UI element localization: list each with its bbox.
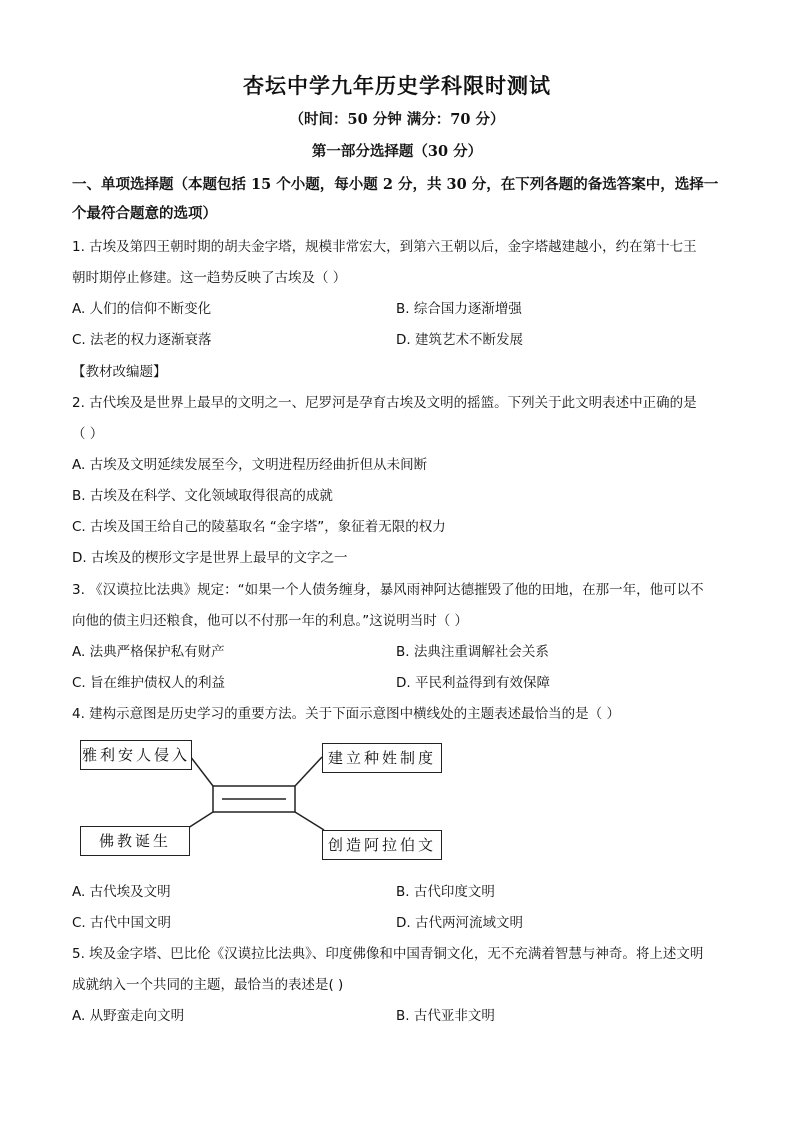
connector-bottom-left [188, 812, 213, 828]
q1-option-b[interactable]: B. 综合国力逐渐增强 [396, 301, 522, 317]
q1-option-d[interactable]: D. 建筑艺术不断发展 [396, 332, 523, 348]
part-heading: 第一部分选择题（30 分） [311, 143, 483, 160]
exam-title: 杏坛中学九年历史学科限时测试 [243, 73, 551, 98]
q5-stem-line-2: 成就纳入一个共同的主题，最恰当的表述是( ) [72, 977, 344, 993]
exam-subtitle: （时间：50 分钟 满分：70 分） [289, 111, 505, 128]
diagram-box-top-right: 建立种姓制度 [322, 743, 442, 773]
q3-stem-line-1: 3. 《汉谟拉比法典》规定：“如果一个人债务缠身，暴风雨神阿达德摧毁了他的田地，在那一年，他可以不 [72, 582, 704, 598]
q1-option-c[interactable]: C. 法老的权力逐渐衰落 [72, 332, 212, 348]
concept-diagram [72, 732, 452, 864]
q2-option-a[interactable]: A. 古埃及文明延续发展至今，文明进程历经曲折但从未间断 [72, 457, 428, 473]
q2-option-d[interactable]: D. 古埃及的楔形文字是世界上最早的文字之一 [72, 550, 348, 566]
q4-option-c[interactable]: C. 古代中国文明 [72, 915, 172, 931]
q1-stem-line-1: 1. 古埃及第四王朝时期的胡夫金字塔，规模非常宏大，到第六王朝以后，金字塔越建越小，约在第十七王 [72, 239, 697, 255]
q4-option-d[interactable]: D. 古代两河流域文明 [396, 915, 523, 931]
q3-option-c[interactable]: C. 旨在维护债权人的利益 [72, 675, 226, 691]
q5-stem-line-1: 5. 埃及金字塔、巴比伦《汉谟拉比法典》、印度佛像和中国青铜文化，无不充满着智慧与神奇。将上述文明 [72, 946, 704, 962]
q2-option-c[interactable]: C. 古埃及国王给自己的陵墓取名 “金字塔”，象征着无限的权力 [72, 519, 446, 535]
diagram-box-top-left: 雅利安人侵入 [80, 740, 192, 770]
q4-stem-line-1: 4. 建构示意图是历史学习的重要方法。关于下面示意图中横线处的主题表述最恰当的是（ ） [72, 706, 620, 722]
q3-option-a[interactable]: A. 法典严格保护私有财产 [72, 644, 225, 660]
q5-option-b[interactable]: B. 古代亚非文明 [396, 1008, 495, 1024]
q2-tag: 【教材改编题】 [72, 364, 167, 380]
q2-stem-line-1: 2. 古代埃及是世界上最早的文明之一、尼罗河是孕育古埃及文明的摇篮。下列关于此文明表述中正确的是 [72, 395, 697, 411]
q3-option-b[interactable]: B. 法典注重调解社会关系 [396, 644, 549, 660]
connector-bottom-right [295, 812, 324, 830]
q5-option-a[interactable]: A. 从野蛮走向文明 [72, 1008, 185, 1024]
q2-stem-line-2: （ ） [72, 426, 104, 442]
q1-option-a[interactable]: A. 人们的信仰不断变化 [72, 301, 212, 317]
section-heading: 一、单项选择题（本题包括 15 个小题，每小题 2 分，共 30 分，在下列各题的备选答案中，选择一个最符合题意的选项） [72, 176, 719, 222]
q1-stem-line-2: 朝时期停止修建。这一趋势反映了古埃及（ ） [72, 270, 347, 286]
q4-option-a[interactable]: A. 古代埃及文明 [72, 884, 171, 900]
q3-option-d[interactable]: D. 平民利益得到有效保障 [396, 675, 550, 691]
diagram-box-bottom-right: 创造阿拉伯文 [322, 830, 442, 860]
diagram-box-bottom-left: 佛教诞生 [80, 826, 190, 856]
connector-top-left [190, 756, 213, 786]
connector-top-right [295, 757, 322, 786]
q4-option-b[interactable]: B. 古代印度文明 [396, 884, 495, 900]
q3-stem-line-2: 向他的债主归还粮食，他可以不付那一年的利息。”这说明当时（ ） [72, 613, 469, 629]
q2-option-b[interactable]: B. 古埃及在科学、文化领域取得很高的成就 [72, 488, 333, 504]
